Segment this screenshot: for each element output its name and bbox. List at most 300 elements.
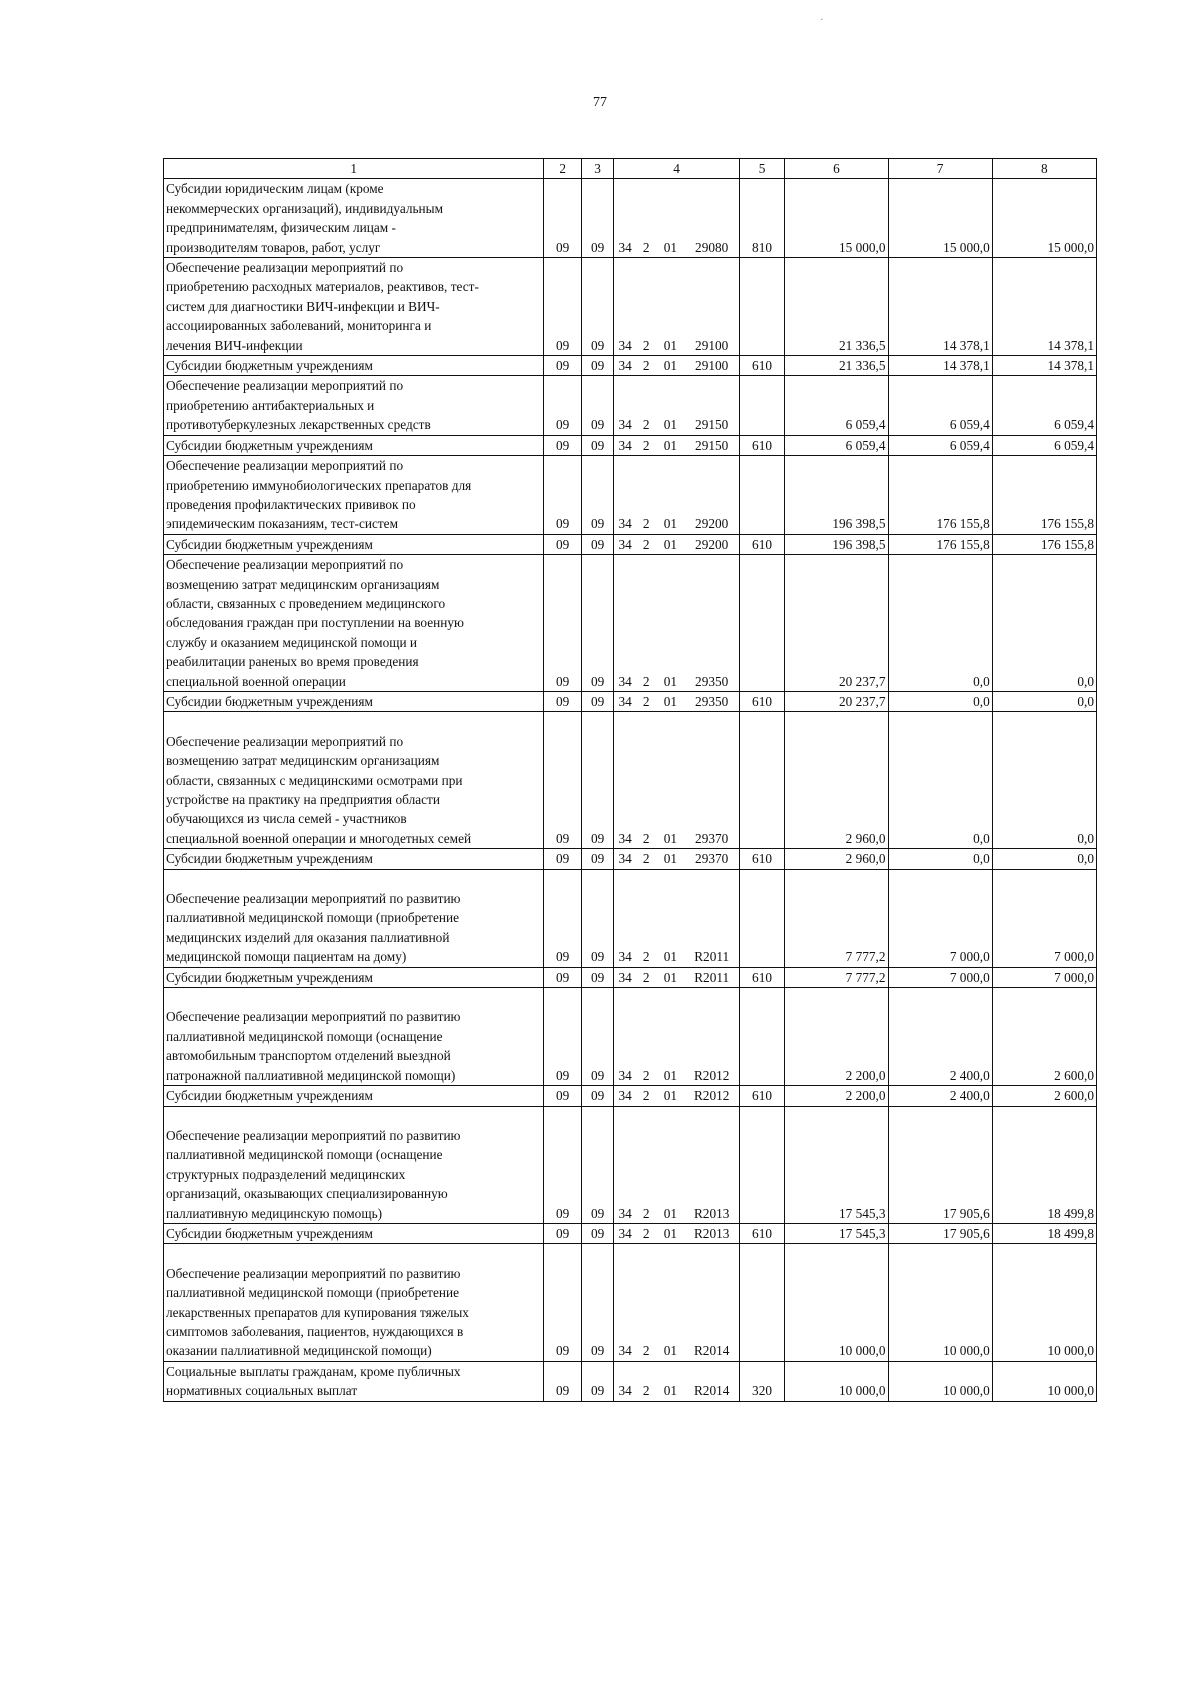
program-code: 34 [614, 1106, 636, 1223]
row-description [164, 1223, 544, 1243]
row-description [164, 712, 544, 849]
description-line: медицинских изделий для оказания паллиативной [166, 929, 450, 945]
amount-col-7: 0,0 [888, 849, 992, 869]
table-row [164, 258, 1097, 356]
row-description [164, 435, 544, 455]
amount-col-6: 2 200,0 [785, 1086, 888, 1106]
expense-type-cell: 610 [739, 849, 785, 869]
header-col-1: 1 [164, 159, 544, 179]
description-line: Обеспечение реализации мероприятий по [166, 458, 404, 474]
expense-type-cell [739, 712, 785, 849]
row-description [164, 258, 544, 356]
col-3-cell: 09 [581, 1223, 613, 1243]
event-code: 01 [656, 534, 684, 554]
amount-col-8: 0,0 [992, 555, 1096, 692]
description-line: Субсидии юридическим лицам (кроме [166, 181, 384, 197]
description-line: Обеспечение реализации мероприятий по развитию [166, 1265, 461, 1281]
description-line: возмещению затрат медицинским организациям [166, 753, 440, 769]
subprogram-code: 2 [636, 258, 656, 356]
direction-code: 29100 [685, 258, 740, 356]
row-description [164, 356, 544, 376]
row-description [164, 1106, 544, 1223]
amount-col-7: 15 000,0 [888, 179, 992, 258]
program-code: 34 [614, 988, 636, 1086]
amount-col-6: 20 237,7 [785, 691, 888, 711]
description-line: специальной военной операции [166, 673, 346, 689]
description-line: паллиативной медицинской помощи (оснащение [166, 1147, 443, 1163]
amount-col-7: 6 059,4 [888, 376, 992, 435]
event-code: 01 [656, 258, 684, 356]
description-line: паллиативную медицинскую помощь) [166, 1205, 383, 1221]
amount-col-7: 0,0 [888, 691, 992, 711]
amount-col-8: 7 000,0 [992, 967, 1096, 987]
subprogram-code: 2 [636, 967, 656, 987]
amount-col-6: 21 336,5 [785, 258, 888, 356]
row-description [164, 849, 544, 869]
description-line: нормативных социальных выплат [166, 1383, 358, 1399]
expense-type-cell [739, 456, 785, 535]
col-2-cell: 09 [544, 1106, 581, 1223]
program-code: 34 [614, 258, 636, 356]
direction-code: R2011 [685, 967, 740, 987]
expense-type-cell: 810 [739, 179, 785, 258]
description-line: Субсидии бюджетным учреждениям [166, 851, 373, 867]
amount-col-6: 10 000,0 [785, 1361, 888, 1401]
header-col-2: 2 [544, 159, 581, 179]
description-line: Субсидии бюджетным учреждениям [166, 536, 373, 552]
amount-col-6: 10 000,0 [785, 1244, 888, 1361]
amount-col-6: 2 200,0 [785, 988, 888, 1086]
table-row [164, 1223, 1097, 1243]
subprogram-code: 2 [636, 1361, 656, 1401]
direction-code: R2014 [685, 1361, 740, 1401]
col-2-cell: 09 [544, 534, 581, 554]
description-line: эпидемическим показаниям, тест-систем [166, 516, 398, 532]
amount-col-8: 2 600,0 [992, 1086, 1096, 1106]
description-line: Обеспечение реализации мероприятий по [166, 378, 404, 394]
expense-type-cell [739, 1106, 785, 1223]
direction-code: 29100 [685, 356, 740, 376]
row-description [164, 691, 544, 711]
description-line: возмещению затрат медицинским организациям [166, 576, 440, 592]
table-row [164, 849, 1097, 869]
amount-col-8: 18 499,8 [992, 1223, 1096, 1243]
row-description [164, 1244, 544, 1361]
program-code: 34 [614, 712, 636, 849]
description-line: Обеспечение реализации мероприятий по [166, 260, 404, 276]
col-3-cell: 09 [581, 376, 613, 435]
description-line: Обеспечение реализации мероприятий по [166, 557, 404, 573]
header-col-4: 4 [614, 159, 739, 179]
expense-type-cell: 610 [739, 534, 785, 554]
amount-col-6: 17 545,3 [785, 1106, 888, 1223]
expense-type-cell [739, 988, 785, 1086]
description-line: паллиативной медицинской помощи (оснащение [166, 1028, 443, 1044]
subprogram-code: 2 [636, 849, 656, 869]
description-line: лечения ВИЧ-инфекции [166, 337, 303, 353]
blank-line [166, 1244, 541, 1263]
amount-col-6: 15 000,0 [785, 179, 888, 258]
table-row [164, 1106, 1097, 1223]
event-code: 01 [656, 179, 684, 258]
col-2-cell: 09 [544, 988, 581, 1086]
col-2-cell: 09 [544, 1223, 581, 1243]
description-line: Обеспечение реализации мероприятий по развитию [166, 1127, 461, 1143]
amount-col-7: 10 000,0 [888, 1244, 992, 1361]
description-line: организаций, оказывающих специализированную [166, 1186, 448, 1202]
description-line: Субсидии бюджетным учреждениям [166, 969, 373, 985]
amount-col-8: 0,0 [992, 849, 1096, 869]
expense-type-cell [739, 258, 785, 356]
table-row [164, 534, 1097, 554]
description-line: Субсидии бюджетным учреждениям [166, 693, 373, 709]
description-line: Субсидии бюджетным учреждениям [166, 1088, 373, 1104]
col-3-cell: 09 [581, 1086, 613, 1106]
expense-type-cell [739, 1244, 785, 1361]
description-line: паллиативной медицинской помощи (приобретение [166, 1285, 460, 1301]
direction-code: 29370 [685, 712, 740, 849]
direction-code: 29150 [685, 376, 740, 435]
description-line: специальной военной операции и многодетных семей [166, 830, 472, 846]
col-3-cell: 09 [581, 258, 613, 356]
col-3-cell: 09 [581, 1106, 613, 1223]
row-description [164, 869, 544, 967]
col-2-cell: 09 [544, 435, 581, 455]
subprogram-code: 2 [636, 179, 656, 258]
event-code: 01 [656, 1244, 684, 1361]
amount-col-7: 0,0 [888, 712, 992, 849]
amount-col-6: 6 059,4 [785, 435, 888, 455]
amount-col-8: 6 059,4 [992, 376, 1096, 435]
amount-col-6: 2 960,0 [785, 712, 888, 849]
direction-code: R2011 [685, 869, 740, 967]
direction-code: 29350 [685, 691, 740, 711]
event-code: 01 [656, 456, 684, 535]
table-row [164, 356, 1097, 376]
blank-line [166, 1107, 541, 1126]
col-2-cell: 09 [544, 258, 581, 356]
event-code: 01 [656, 967, 684, 987]
description-line: предпринимателям, физическим лицам - [166, 220, 396, 236]
description-line: приобретению антибактериальных и [166, 397, 375, 413]
table-row [164, 456, 1097, 535]
col-3-cell: 09 [581, 1361, 613, 1401]
subprogram-code: 2 [636, 1086, 656, 1106]
amount-col-8: 18 499,8 [992, 1106, 1096, 1223]
subprogram-code: 2 [636, 691, 656, 711]
program-code: 34 [614, 1244, 636, 1361]
amount-col-6: 2 960,0 [785, 849, 888, 869]
program-code: 34 [614, 456, 636, 535]
amount-col-8: 10 000,0 [992, 1361, 1096, 1401]
header-row [164, 159, 1097, 179]
amount-col-7: 6 059,4 [888, 435, 992, 455]
subprogram-code: 2 [636, 456, 656, 535]
col-3-cell: 09 [581, 869, 613, 967]
subprogram-code: 2 [636, 712, 656, 849]
col-2-cell: 09 [544, 376, 581, 435]
description-line: Обеспечение реализации мероприятий по развитию [166, 1009, 461, 1025]
expense-type-cell: 610 [739, 435, 785, 455]
table-row [164, 1361, 1097, 1401]
program-code: 34 [614, 691, 636, 711]
header-col-3: 3 [581, 159, 613, 179]
direction-code: R2012 [685, 1086, 740, 1106]
direction-code: 29200 [685, 534, 740, 554]
table-row [164, 376, 1097, 435]
amount-col-7: 7 000,0 [888, 967, 992, 987]
amount-col-6: 7 777,2 [785, 869, 888, 967]
program-code: 34 [614, 376, 636, 435]
row-description [164, 967, 544, 987]
row-description [164, 1086, 544, 1106]
col-2-cell: 09 [544, 849, 581, 869]
col-3-cell: 09 [581, 988, 613, 1086]
col-2-cell: 09 [544, 691, 581, 711]
table-row [164, 988, 1097, 1086]
description-line: оказании паллиативной медицинской помощи) [166, 1343, 432, 1359]
event-code: 01 [656, 1223, 684, 1243]
description-line: области, связанных с медицинскими осмотрами при [166, 772, 463, 788]
description-line: Социальные выплаты гражданам, кроме публичных [166, 1363, 461, 1379]
amount-col-7: 176 155,8 [888, 534, 992, 554]
amount-col-7: 7 000,0 [888, 869, 992, 967]
blank-line [166, 712, 541, 731]
col-3-cell: 09 [581, 435, 613, 455]
col-3-cell: 09 [581, 712, 613, 849]
description-line: обследования граждан при поступлении на военную [166, 615, 464, 631]
expense-type-cell [739, 869, 785, 967]
event-code: 01 [656, 691, 684, 711]
description-line: устройстве на практику на предприятия области [166, 792, 440, 807]
amount-col-8: 14 378,1 [992, 356, 1096, 376]
col-3-cell: 09 [581, 356, 613, 376]
direction-code: 29150 [685, 435, 740, 455]
description-line: обучающихся из числа семей - участников [166, 811, 407, 827]
description-line: производителям товаров, работ, услуг [166, 239, 381, 255]
expense-type-cell: 610 [739, 1223, 785, 1243]
description-line: автомобильным транспортом отделений выездной [166, 1048, 451, 1064]
direction-code: 29080 [685, 179, 740, 258]
direction-code: R2012 [685, 988, 740, 1086]
description-line: патронажной паллиативной медицинской помощи) [166, 1067, 456, 1083]
row-description [164, 988, 544, 1086]
event-code: 01 [656, 555, 684, 692]
description-line: систем для диагностики ВИЧ-инфекции и ВИЧ- [166, 298, 440, 314]
subprogram-code: 2 [636, 376, 656, 435]
expense-type-cell: 610 [739, 1086, 785, 1106]
description-line: реабилитации раненых во время проведения [166, 654, 419, 670]
amount-col-8: 176 155,8 [992, 534, 1096, 554]
subprogram-code: 2 [636, 1244, 656, 1361]
blank-line [166, 870, 541, 889]
subprogram-code: 2 [636, 356, 656, 376]
header-col-7: 7 [888, 159, 992, 179]
direction-code: R2013 [685, 1223, 740, 1243]
row-description [164, 456, 544, 535]
amount-col-8: 2 600,0 [992, 988, 1096, 1086]
col-2-cell: 09 [544, 869, 581, 967]
event-code: 01 [656, 376, 684, 435]
table-row [164, 1244, 1097, 1361]
col-3-cell: 09 [581, 555, 613, 692]
col-3-cell: 09 [581, 967, 613, 987]
col-3-cell: 09 [581, 179, 613, 258]
col-2-cell: 09 [544, 555, 581, 692]
row-description [164, 534, 544, 554]
amount-col-8: 0,0 [992, 712, 1096, 849]
row-description [164, 179, 544, 258]
event-code: 01 [656, 356, 684, 376]
expense-type-cell: 610 [739, 356, 785, 376]
program-code: 34 [614, 849, 636, 869]
col-3-cell: 09 [581, 456, 613, 535]
amount-col-6: 6 059,4 [785, 376, 888, 435]
col-2-cell: 09 [544, 179, 581, 258]
event-code: 01 [656, 435, 684, 455]
table-row [164, 967, 1097, 987]
col-2-cell: 09 [544, 712, 581, 849]
amount-col-8: 0,0 [992, 691, 1096, 711]
amount-col-7: 0,0 [888, 555, 992, 692]
col-3-cell: 09 [581, 1244, 613, 1361]
program-code: 34 [614, 1223, 636, 1243]
program-code: 34 [614, 534, 636, 554]
row-description [164, 376, 544, 435]
page-number: 77 [593, 95, 607, 110]
col-3-cell: 09 [581, 849, 613, 869]
amount-col-7: 176 155,8 [888, 456, 992, 535]
header-col-6: 6 [785, 159, 888, 179]
expense-type-cell [739, 555, 785, 692]
amount-col-6: 21 336,5 [785, 356, 888, 376]
event-code: 01 [656, 712, 684, 849]
row-description [164, 1361, 544, 1401]
subprogram-code: 2 [636, 435, 656, 455]
table-row [164, 435, 1097, 455]
description-line: Субсидии бюджетным учреждениям [166, 437, 373, 453]
col-2-cell: 09 [544, 1361, 581, 1401]
event-code: 01 [656, 849, 684, 869]
amount-col-8: 7 000,0 [992, 869, 1096, 967]
description-line: некоммерческих организаций), индивидуальным [166, 200, 444, 216]
event-code: 01 [656, 988, 684, 1086]
table-row [164, 555, 1097, 692]
table-row [164, 179, 1097, 258]
expense-type-cell [739, 376, 785, 435]
table-row [164, 869, 1097, 967]
col-2-cell: 09 [544, 1086, 581, 1106]
description-line: приобретению иммунобиологических препаратов для [166, 477, 472, 493]
header-col-8: 8 [992, 159, 1096, 179]
direction-code: R2014 [685, 1244, 740, 1361]
table-row [164, 1086, 1097, 1106]
description-line: ассоциированных заболеваний, мониторинга и [166, 318, 432, 334]
expense-type-cell: 320 [739, 1361, 785, 1401]
amount-col-7: 17 905,6 [888, 1106, 992, 1223]
description-line: приобретению расходных материалов, реактивов, тест- [166, 279, 479, 295]
amount-col-7: 2 400,0 [888, 1086, 992, 1106]
description-line: проведения профилактических прививок по [166, 496, 416, 512]
subprogram-code: 2 [636, 1223, 656, 1243]
direction-code: 29200 [685, 456, 740, 535]
amount-col-7: 17 905,6 [888, 1223, 992, 1243]
description-line: симптомов заболевания, пациентов, нуждающихся в [166, 1323, 464, 1339]
description-line: структурных подразделений медицинских [166, 1166, 406, 1182]
subprogram-code: 2 [636, 988, 656, 1086]
subprogram-code: 2 [636, 534, 656, 554]
amount-col-8: 176 155,8 [992, 456, 1096, 535]
amount-col-8: 10 000,0 [992, 1244, 1096, 1361]
program-code: 34 [614, 555, 636, 692]
amount-col-8: 15 000,0 [992, 179, 1096, 258]
event-code: 01 [656, 1086, 684, 1106]
col-3-cell: 09 [581, 534, 613, 554]
description-line: противотуберкулезных лекарственных средств [166, 417, 431, 433]
event-code: 01 [656, 869, 684, 967]
description-line: Субсидии бюджетным учреждениям [166, 1225, 373, 1241]
description-line: Обеспечение реализации мероприятий по [166, 733, 404, 749]
col-2-cell: 09 [544, 456, 581, 535]
program-code: 34 [614, 1086, 636, 1106]
subprogram-code: 2 [636, 1106, 656, 1223]
col-2-cell: 09 [544, 1244, 581, 1361]
amount-col-8: 14 378,1 [992, 258, 1096, 356]
amount-col-7: 10 000,0 [888, 1361, 992, 1401]
col-2-cell: 09 [544, 967, 581, 987]
amount-col-6: 196 398,5 [785, 456, 888, 535]
description-line: лекарственных препаратов для купирования тяжелых [166, 1304, 469, 1320]
program-code: 34 [614, 179, 636, 258]
program-code: 34 [614, 869, 636, 967]
header-col-5: 5 [739, 159, 785, 179]
direction-code: 29350 [685, 555, 740, 692]
col-2-cell: 09 [544, 356, 581, 376]
program-code: 34 [614, 1361, 636, 1401]
table-row [164, 691, 1097, 711]
blank-line [166, 988, 541, 1007]
row-description [164, 555, 544, 692]
col-3-cell: 09 [581, 691, 613, 711]
expense-type-cell: 610 [739, 691, 785, 711]
description-line: медицинской помощи пациентам на дому) [166, 949, 407, 965]
amount-col-6: 17 545,3 [785, 1223, 888, 1243]
amount-col-6: 196 398,5 [785, 534, 888, 554]
event-code: 01 [656, 1106, 684, 1223]
amount-col-6: 7 777,2 [785, 967, 888, 987]
description-line: паллиативной медицинской помощи (приобретение [166, 910, 460, 926]
scan-artifact: · [820, 14, 824, 26]
program-code: 34 [614, 356, 636, 376]
budget-table [163, 158, 1097, 1402]
direction-code: 29370 [685, 849, 740, 869]
amount-col-7: 14 378,1 [888, 356, 992, 376]
amount-col-8: 6 059,4 [992, 435, 1096, 455]
event-code: 01 [656, 1361, 684, 1401]
program-code: 34 [614, 967, 636, 987]
expense-type-cell: 610 [739, 967, 785, 987]
amount-col-6: 20 237,7 [785, 555, 888, 692]
description-line: области, связанных с проведением медицинского [166, 595, 446, 611]
description-line: службу и оказанием медицинской помощи и [166, 634, 418, 650]
amount-col-7: 14 378,1 [888, 258, 992, 356]
description-line: Субсидии бюджетным учреждениям [166, 358, 373, 374]
subprogram-code: 2 [636, 869, 656, 967]
table-row [164, 712, 1097, 849]
amount-col-7: 2 400,0 [888, 988, 992, 1086]
description-line: Обеспечение реализации мероприятий по развитию [166, 891, 461, 907]
direction-code: R2013 [685, 1106, 740, 1223]
